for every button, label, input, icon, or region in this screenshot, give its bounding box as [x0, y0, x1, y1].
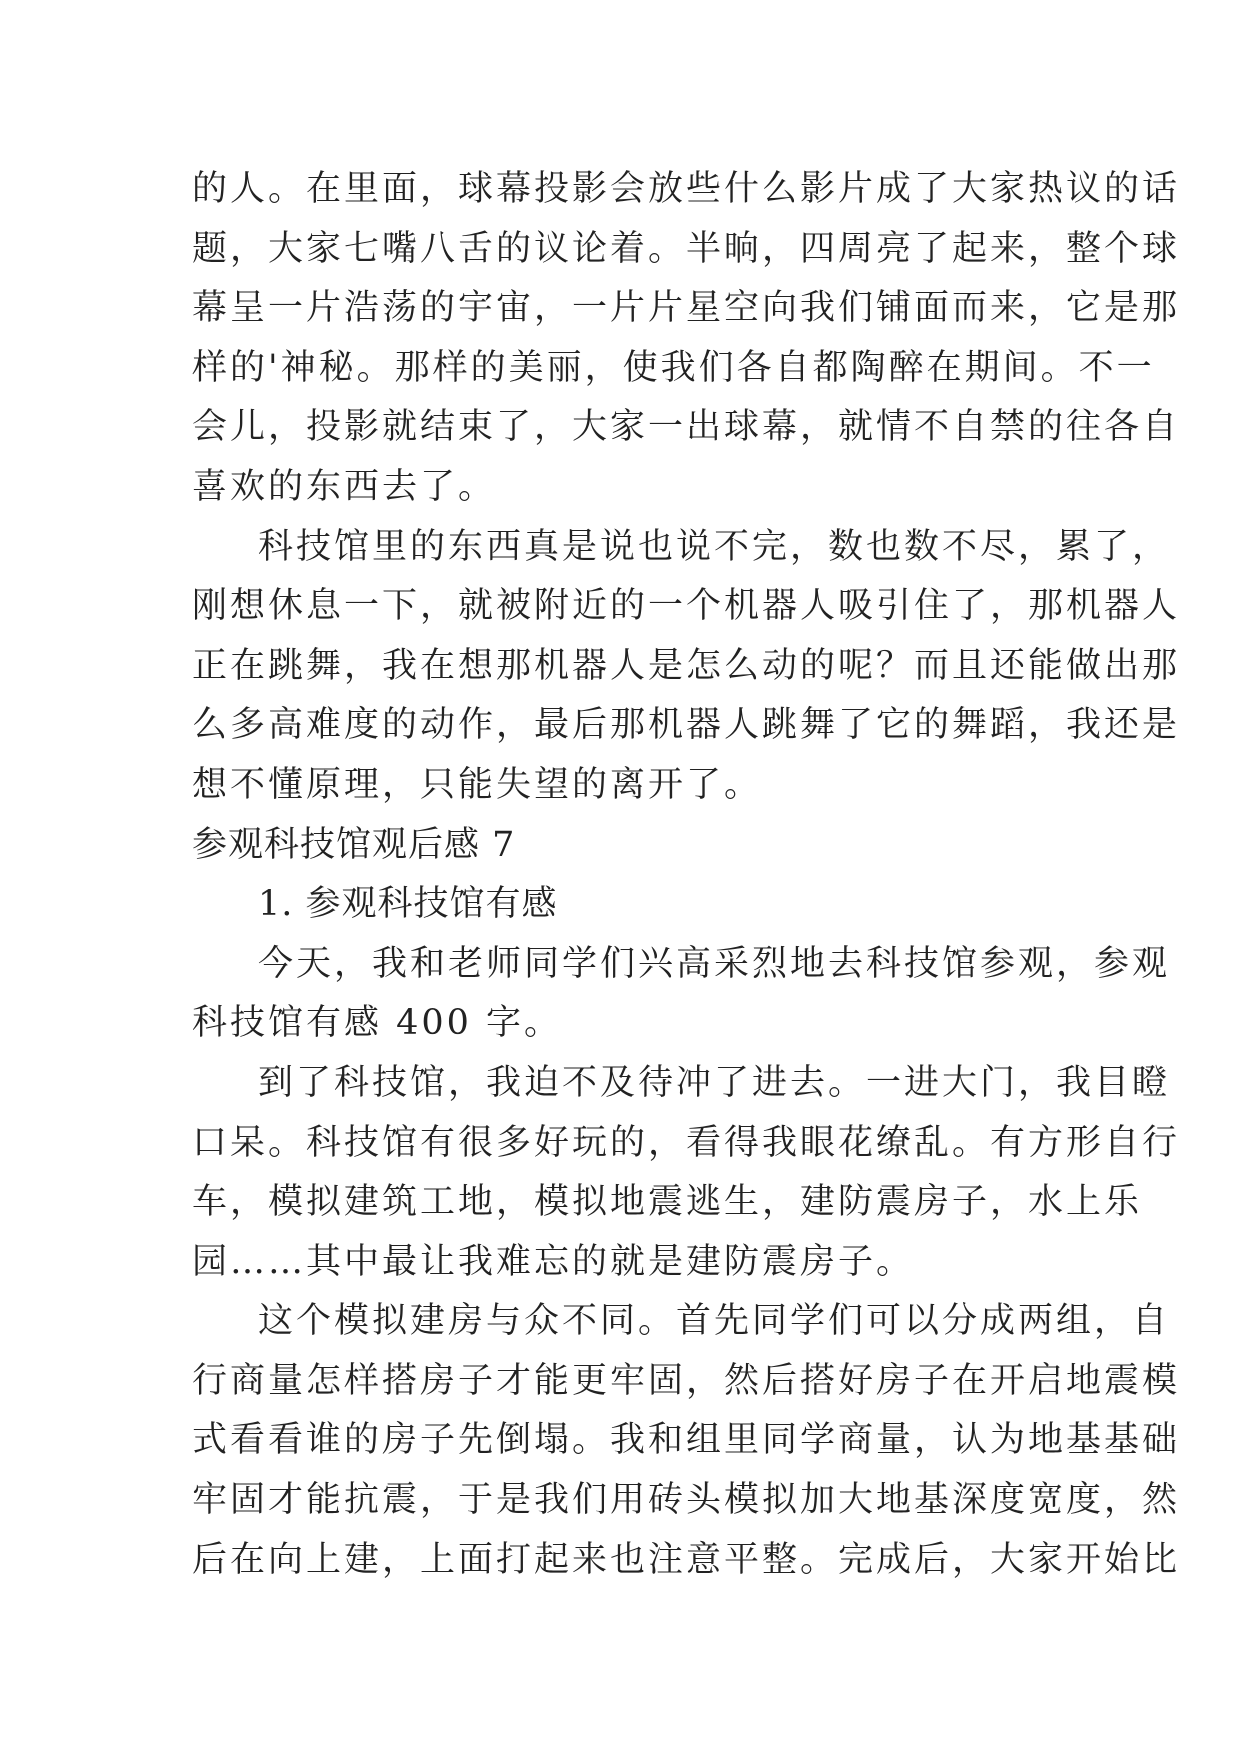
text-line: 式看看谁的房子先倒塌。我和组里同学商量，认为地基基础 — [192, 1420, 1181, 1461]
text-line: 行商量怎样搭房子才能更牢固，然后搭好房子在开启地震模 — [192, 1360, 1181, 1401]
text-line: 会儿，投影就结束了，大家一出球幕，就情不自禁的往各自 — [192, 407, 1181, 448]
text-line: 正在跳舞，我在想那机器人是怎么动的呢？而且还能做出那 — [192, 645, 1181, 686]
section-title: 参观科技馆观后感 7 — [192, 824, 516, 865]
text-line: 喜欢的东西去了。 — [192, 466, 497, 507]
text-line: 想不懂原理，只能失望的离开了。 — [192, 764, 763, 805]
paragraph-first-line: 科技馆里的东西真是说也说不完，数也数不尽，累了， — [258, 526, 1171, 567]
paragraph-first-line: 这个模拟建房与众不同。首先同学们可以分成两组，自 — [258, 1301, 1171, 1342]
paragraph-first-line: 今天，我和老师同学们兴高采烈地去科技馆参观，参观 — [258, 943, 1171, 984]
document-body — [192, 160, 1181, 1590]
text-line: 园……其中最让我难忘的就是建防震房子。 — [192, 1241, 915, 1282]
text-line: 幕呈一片浩荡的宇宙，一片片星空向我们铺面而来，它是那 — [192, 288, 1181, 329]
text-line: 题，大家七嘴八舌的议论着。半晌，四周亮了起来，整个球 — [192, 228, 1181, 269]
text-line: 口呆。科技馆有很多好玩的，看得我眼花缭乱。有方形自行 — [192, 1122, 1181, 1163]
text-line: 样的'神秘。那样的美丽，使我们各自都陶醉在期间。不一 — [192, 347, 1155, 388]
text-line: 科技馆有感 400 字。 — [192, 1003, 563, 1044]
text-line: 车，模拟建筑工地，模拟地震逃生，建防震房子，水上乐 — [192, 1182, 1143, 1223]
text-line: 刚想休息一下，就被附近的一个机器人吸引住了，那机器人 — [192, 586, 1181, 627]
subsection-title: 1. 参观科技馆有感 — [258, 884, 558, 925]
text-line: 的人。在里面，球幕投影会放些什么影片成了大家热议的话 — [192, 169, 1181, 209]
text-line: 后在向上建，上面打起来也注意平整。完成后，大家开始比 — [192, 1539, 1181, 1580]
paragraph-first-line: 到了科技馆，我迫不及待冲了进去。一进大门，我目瞪 — [258, 1062, 1171, 1103]
text-line: 牢固才能抗震，于是我们用砖头模拟加大地基深度宽度，然 — [192, 1480, 1181, 1521]
text-line: 么多高难度的动作，最后那机器人跳舞了它的舞蹈，我还是 — [192, 705, 1181, 746]
